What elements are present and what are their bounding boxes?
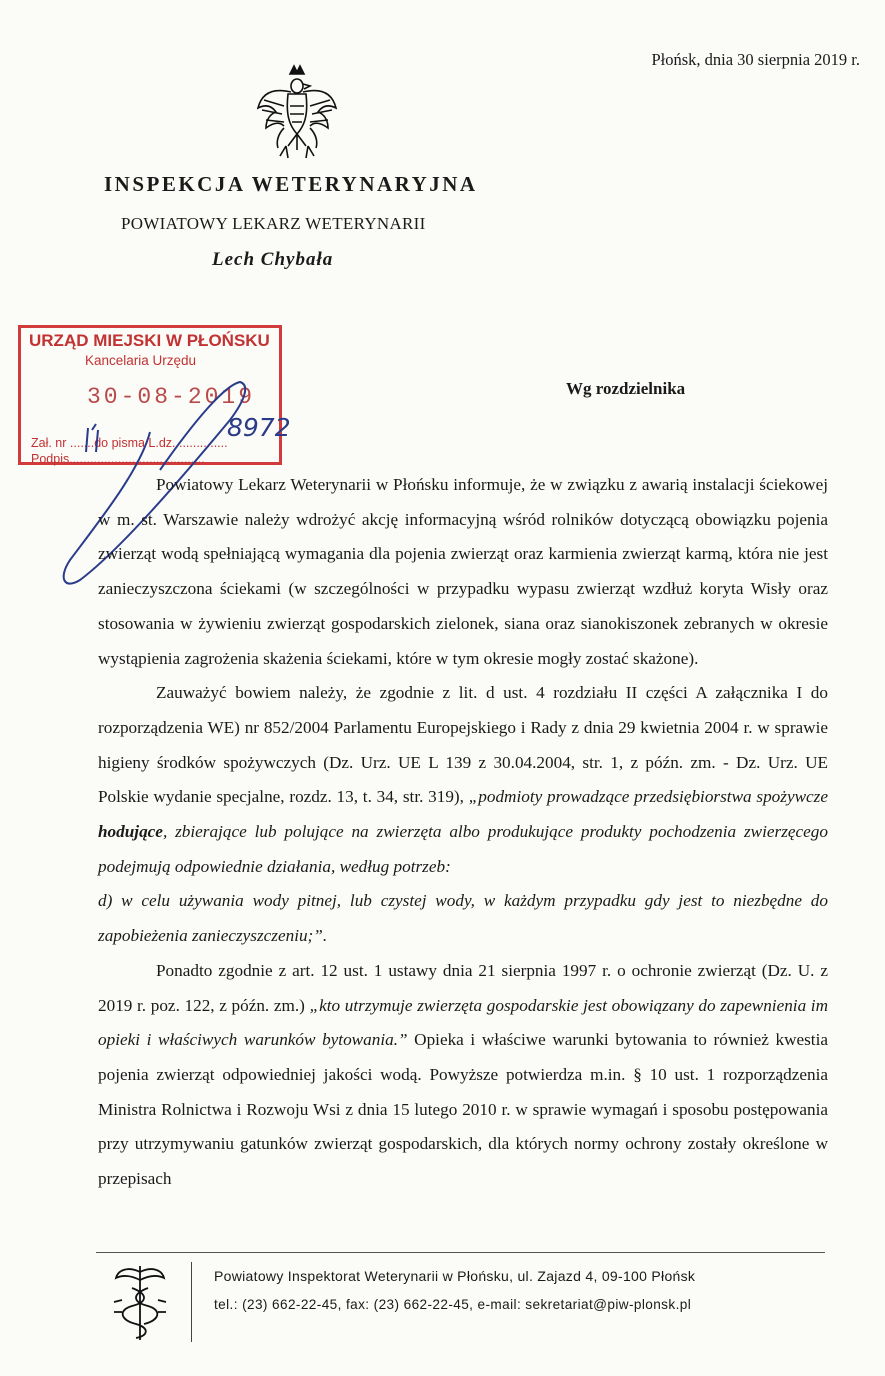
recipient: Wg rozdzielnika — [566, 379, 686, 398]
white-eagle-emblem-icon — [254, 62, 340, 162]
institution-name: INSPEKCJA WETERYNARYJNA — [104, 172, 478, 196]
paragraph-2 — [98, 676, 828, 884]
paragraph-4-text: Ponadto zgodnie z art. 12 ust. 1 ustawy dnia 21 sierpnia 1997 r. o ochronie zwierząt (Dz. U. z 2019 r. poz. 122, z późn. zm.) — [98, 960, 828, 1015]
act-quote: „kto utrzymuje zwierzęta gospodarskie jest obowiązany do zapewnienia im opieki i właściwych warunków bytowania.” — [98, 995, 828, 1050]
official-name: Lech Chybała — [212, 249, 334, 270]
paragraph-1: Powiatowy Lekarz Weterynarii w Płońsku informuje, że w związku z awarią instalacji ściekowej w m. st. Warszawie należy wdrożyć akcję informacyjną wśród rolników dotyczącą obowiązku pojenia zwierząt wodą spełniającą wymagania dla pojenia zwierząt oraz karmienia zwierząt karmą, która nie jest zanieczyszczona ściekami (w szczególności w przypadku wypasu zwierząt wzdłuż koryta Wisły oraz stosowania w żywieniu zwierząt gospodarskich zielonek, siana oraz sianokiszonek zebranych w okresie wystąpienia zagrożenia skażenia ściekami, które w tym okresie mogły zostać skażone). — [98, 475, 828, 668]
letter-body — [98, 468, 828, 1197]
stamp-subtitle: Kancelaria Urzędu — [85, 353, 197, 368]
footer-divider — [96, 1252, 825, 1253]
regulation-quote-rest: , zbierające lub polujące na zwierzęta albo produkujące produkty pochodzenia zwierzęcego podejmują odpowiednie działania, według potrzeb: — [98, 822, 828, 876]
paragraph-4 — [98, 954, 828, 1197]
regulation-quote-bold: hodujące — [98, 822, 163, 842]
footer-address: Powiatowy Inspektorat Weterynarii w Płońsku, ul. Zajazd 4, 09-100 Płońsk — [214, 1268, 696, 1284]
stamp-attachment-line: Zał. nr .......do pisma L.dz. .............. — [31, 436, 228, 450]
paragraph-4-rest: Opieka i właściwe warunki bytowania to również kwestia pojenia zwierząt odpowiedniej jakości wodą. Powyższe potwierdza m.in. § 10 ust. 1 rozporządzenia Ministra Rolnictwa i Rozwoju Wsi z dnia 15 lutego 2010 r. w sprawie wymagań i sposobu postępowania przy utrzymywaniu gatunków zwierząt gospodarskich, dla których normy ochrony zostały określone w przepisach — [98, 1030, 828, 1189]
paragraph-2-text: Zauważyć bowiem należy, że zgodnie z lit. d ust. 4 rozdziału II części A załącznika I do rozporządzenia WE) nr 852/2004 Parlamentu Europejskiego i Rady z dnia 29 kwietnia 2004 r. w sprawie higieny środków spożywczych (Dz. Urz. UE L 139 z 30.04.2004, str. 1, z późn. zm. - Dz. Urz. UE Polskie wydanie specjalne, rozdz. 13, t. 34, str. 319), — [98, 683, 828, 807]
handwritten-reg-number: 8972 — [227, 413, 291, 442]
paragraph-3: d) w celu używania wody pitnej, lub czystej wody, w każdym przypadku gdy jest to niezbędne do zapobieżenia zanieczyszczeniu;”. — [98, 891, 828, 946]
date-line: Płońsk, dnia 30 sierpnia 2019 r. — [651, 50, 860, 69]
stamp-date: 30-08-2019 — [87, 384, 256, 410]
stamp-signature-line: Podpis....................................... — [31, 452, 205, 466]
footer-contact: tel.: (23) 662-22-45, fax: (23) 662-22-45, e-mail: sekretariat@piw-plonsk.pl — [214, 1297, 692, 1312]
stamp-title: URZĄD MIEJSKI W PŁOŃSKU — [29, 331, 270, 350]
registry-stamp — [18, 325, 282, 465]
caduceus-icon — [110, 1262, 170, 1344]
footer-separator — [191, 1262, 192, 1342]
regulation-quote: „podmioty prowadzące przedsiębiorstwa spożywcze — [463, 787, 828, 807]
office-name: POWIATOWY LEKARZ WETERYNARII — [121, 214, 426, 233]
